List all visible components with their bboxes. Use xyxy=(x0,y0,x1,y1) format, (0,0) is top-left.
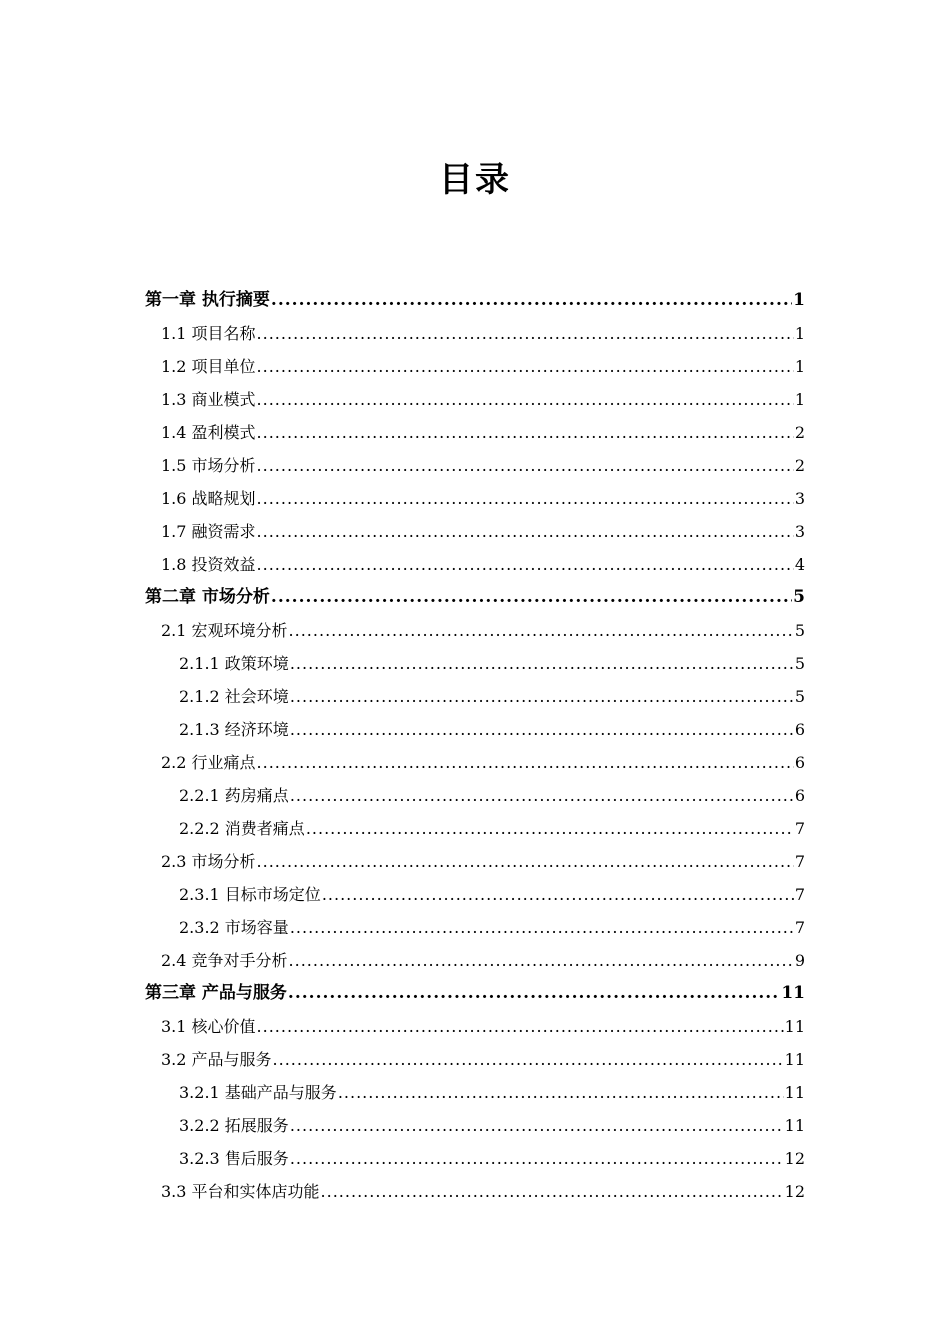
toc-dot-leader xyxy=(289,944,794,977)
page-title: 目录 xyxy=(439,160,511,200)
toc-dot-leader xyxy=(257,383,794,416)
toc-page-number: 4 xyxy=(794,555,805,574)
toc-dot-leader xyxy=(290,1109,784,1142)
toc-page-number: 2 xyxy=(794,456,805,475)
toc-entry-label: 第三章 产品与服务 xyxy=(145,983,287,1003)
toc-page-number: 5 xyxy=(794,687,805,706)
toc-section-entry[interactable] xyxy=(145,845,805,878)
toc-section-entry[interactable] xyxy=(145,1142,805,1175)
toc-section-entry[interactable] xyxy=(145,812,805,845)
toc-dot-leader xyxy=(290,647,794,680)
toc-section-entry[interactable] xyxy=(145,746,805,779)
toc-entry-label: 2.3.2 市场容量 xyxy=(179,918,289,937)
toc-section-entry[interactable] xyxy=(145,416,805,449)
toc-page-number: 7 xyxy=(794,852,805,871)
toc-entry-label: 3.2.2 拓展服务 xyxy=(179,1116,289,1135)
toc-dot-leader xyxy=(273,1043,784,1076)
toc-page-number: 12 xyxy=(784,1182,805,1201)
toc-entry-label: 2.2 行业痛点 xyxy=(161,753,256,772)
toc-page-number: 7 xyxy=(794,918,805,937)
toc-dot-leader xyxy=(257,515,794,548)
toc-dot-leader xyxy=(257,350,794,383)
toc-entry-label: 1.1 项目名称 xyxy=(161,324,256,343)
toc-page-number: 2 xyxy=(794,423,805,442)
toc-page-number: 6 xyxy=(794,720,805,739)
toc-entry-label: 3.2.1 基础产品与服务 xyxy=(179,1083,337,1102)
toc-page-number: 1 xyxy=(794,357,805,376)
toc-section-entry[interactable] xyxy=(145,878,805,911)
toc-page-number: 3 xyxy=(794,522,805,541)
toc-page-number: 11 xyxy=(784,1116,805,1135)
toc-entry-label: 第一章 执行摘要 xyxy=(145,290,270,310)
toc-section-entry[interactable] xyxy=(145,515,805,548)
toc-page-number: 1 xyxy=(793,290,805,310)
toc-dot-leader xyxy=(257,416,794,449)
toc-chapter-entry[interactable] xyxy=(145,581,805,614)
toc-page-number: 5 xyxy=(794,621,805,640)
toc-page-number: 5 xyxy=(793,587,805,607)
toc-dot-leader xyxy=(321,1175,784,1208)
toc-entry-label: 2.1.2 社会环境 xyxy=(179,687,289,706)
toc-entry-label: 2.1 宏观环境分析 xyxy=(161,621,288,640)
toc-section-entry[interactable] xyxy=(145,1076,805,1109)
toc-dot-leader xyxy=(257,1010,784,1043)
toc-entry-label: 3.2 产品与服务 xyxy=(161,1050,272,1069)
toc-page-number: 11 xyxy=(784,1083,805,1102)
toc-dot-leader xyxy=(290,911,794,944)
toc-page-number: 11 xyxy=(781,983,805,1003)
table-of-contents xyxy=(145,284,805,1208)
toc-dot-leader xyxy=(338,1076,784,1109)
toc-entry-label: 1.3 商业模式 xyxy=(161,390,256,409)
toc-entry-label: 2.3.1 目标市场定位 xyxy=(179,885,321,904)
toc-page-number: 6 xyxy=(794,786,805,805)
toc-page-number: 12 xyxy=(784,1149,805,1168)
toc-page-number: 1 xyxy=(794,324,805,343)
toc-section-entry[interactable] xyxy=(145,317,805,350)
toc-entry-label: 2.3 市场分析 xyxy=(161,852,256,871)
toc-section-entry[interactable] xyxy=(145,779,805,812)
toc-dot-leader xyxy=(257,845,794,878)
toc-page-number: 9 xyxy=(794,951,805,970)
toc-dot-leader xyxy=(257,449,794,482)
toc-dot-leader xyxy=(290,713,794,746)
toc-entry-label: 3.1 核心价值 xyxy=(161,1017,256,1036)
toc-section-entry[interactable] xyxy=(145,449,805,482)
toc-chapter-entry[interactable] xyxy=(145,977,805,1010)
toc-entry-label: 1.2 项目单位 xyxy=(161,357,256,376)
toc-section-entry[interactable] xyxy=(145,482,805,515)
toc-entry-label: 2.2.2 消费者痛点 xyxy=(179,819,305,838)
toc-dot-leader xyxy=(271,581,792,614)
toc-section-entry[interactable] xyxy=(145,548,805,581)
toc-section-entry[interactable] xyxy=(145,911,805,944)
toc-page-number: 5 xyxy=(794,654,805,673)
toc-entry-label: 1.4 盈利模式 xyxy=(161,423,256,442)
toc-page-number: 7 xyxy=(794,885,805,904)
toc-dot-leader xyxy=(306,812,794,845)
toc-dot-leader xyxy=(290,1142,784,1175)
toc-page-number: 11 xyxy=(784,1050,805,1069)
toc-section-entry[interactable] xyxy=(145,350,805,383)
toc-dot-leader xyxy=(288,977,780,1010)
toc-entry-label: 1.8 投资效益 xyxy=(161,555,256,574)
toc-dot-leader xyxy=(257,746,794,779)
toc-dot-leader xyxy=(322,878,794,911)
toc-page-number: 3 xyxy=(794,489,805,508)
toc-entry-label: 3.3 平台和实体店功能 xyxy=(161,1182,320,1201)
toc-entry-label: 1.5 市场分析 xyxy=(161,456,256,475)
toc-section-entry[interactable] xyxy=(145,1109,805,1142)
toc-entry-label: 1.6 战略规划 xyxy=(161,489,256,508)
toc-dot-leader xyxy=(290,680,794,713)
toc-section-entry[interactable] xyxy=(145,944,805,977)
toc-entry-label: 第二章 市场分析 xyxy=(145,587,270,607)
toc-section-entry[interactable] xyxy=(145,614,805,647)
toc-dot-leader xyxy=(257,482,794,515)
toc-chapter-entry[interactable] xyxy=(145,284,805,317)
toc-section-entry[interactable] xyxy=(145,383,805,416)
toc-page-number: 6 xyxy=(794,753,805,772)
toc-dot-leader xyxy=(257,548,794,581)
toc-page-number: 11 xyxy=(784,1017,805,1036)
toc-entry-label: 1.7 融资需求 xyxy=(161,522,256,541)
toc-page-number: 7 xyxy=(794,819,805,838)
toc-section-entry[interactable] xyxy=(145,1010,805,1043)
toc-entry-label: 2.4 竞争对手分析 xyxy=(161,951,288,970)
toc-section-entry[interactable] xyxy=(145,1043,805,1076)
toc-section-entry[interactable] xyxy=(145,1175,805,1208)
toc-dot-leader xyxy=(271,284,792,317)
toc-section-entry[interactable] xyxy=(145,713,805,746)
toc-section-entry[interactable] xyxy=(145,680,805,713)
toc-entry-label: 2.1.1 政策环境 xyxy=(179,654,289,673)
toc-dot-leader xyxy=(257,317,794,350)
toc-dot-leader xyxy=(290,779,794,812)
toc-page-number: 1 xyxy=(794,390,805,409)
toc-entry-label: 2.2.1 药房痛点 xyxy=(179,786,289,805)
toc-dot-leader xyxy=(289,614,794,647)
toc-entry-label: 3.2.3 售后服务 xyxy=(179,1149,289,1168)
toc-entry-label: 2.1.3 经济环境 xyxy=(179,720,289,739)
toc-section-entry[interactable] xyxy=(145,647,805,680)
